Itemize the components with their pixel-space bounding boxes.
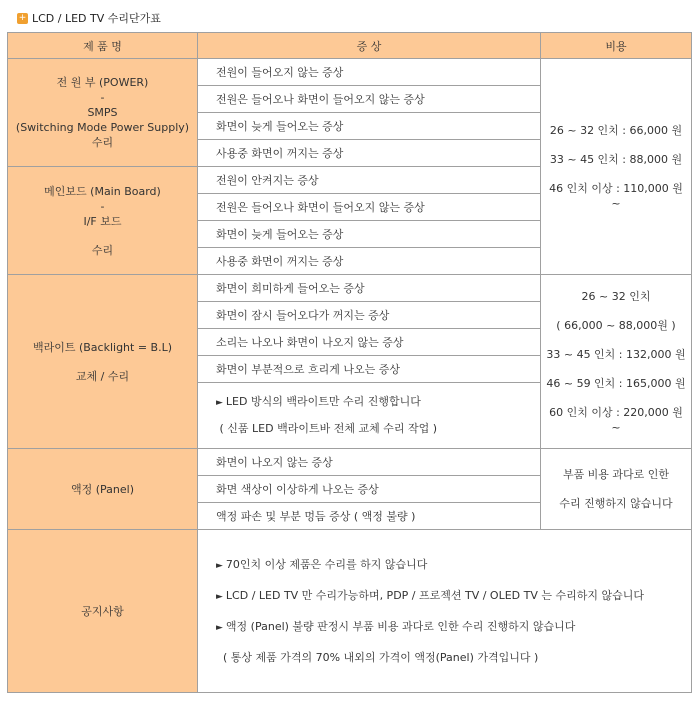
symptom-cell: 전원은 들어오나 화면이 들어오지 않는 증상 [198, 86, 541, 113]
power-name-line: - [100, 91, 105, 104]
price-table [7, 32, 692, 693]
table-row [8, 59, 692, 86]
cost-line: 33 ~ 45 인치 : 88,000 원 [549, 152, 683, 166]
symptom-cell: 소리는 나오나 화면이 나오지 않는 증상 [198, 329, 541, 356]
cost-line: ~ [611, 196, 621, 210]
symptom-cell: 사용중 화면이 꺼지는 증상 [198, 140, 541, 167]
arrow-right-icon: ► [216, 398, 223, 408]
cost-line: 부품 비용 과다로 인한 [562, 468, 670, 481]
cost-line: ( 66,000 ~ 88,000원 ) [556, 318, 676, 332]
cost-line: 46 인치 이상 : 110,000 원 [549, 181, 683, 195]
arrow-right-icon: ► [216, 623, 223, 633]
symptom-cell: 화면이 잠시 들어오다가 꺼지는 증상 [198, 302, 541, 329]
main-name-line: 메인보드 (Main Board) [44, 184, 161, 198]
backlight-name-cell [8, 275, 198, 449]
main-name-cell [8, 167, 198, 275]
notice-item: ► LCD / LED TV 만 수리가능하며, PDP / 프로젝션 TV / OLED TV 는 수리하지 않습니다 [216, 581, 691, 612]
symptom-cell: 화면이 희미하게 들어오는 증상 [198, 275, 541, 302]
main-name-line: - [100, 199, 105, 213]
power-name-line: 전 원 부 (POWER) [56, 76, 149, 89]
cost-line: ~ [611, 420, 621, 434]
cost-line: 33 ~ 45 인치 : 132,000 원 [546, 347, 686, 361]
backlight-note: ► LED 방식의 백라이트만 수리 진행합니다 [216, 389, 540, 416]
panel-name-cell: 액정 (Panel) [8, 449, 198, 530]
symptom-cell: 액정 파손 및 부분 멍듬 증상 ( 액정 불량 ) [198, 503, 541, 530]
symptom-cell: 화면이 부분적으로 흐리게 나오는 증상 [198, 356, 541, 383]
page-title [17, 10, 161, 26]
notice-content-cell [198, 530, 692, 693]
cost-line: 60 인치 이상 : 220,000 원 [549, 405, 683, 419]
power-name-line: 수리 [91, 136, 114, 149]
cost-line: 26 ~ 32 인치 [581, 289, 651, 303]
notice-footnote: ( 통상 제품 가격의 70% 내외의 가격이 액정(Panel) 가격입니다 ) [223, 651, 539, 664]
main-name-line: I/F 보드 [83, 214, 122, 228]
panel-cost-cell [541, 449, 692, 530]
power-main-cost-cell [541, 59, 692, 275]
symptom-cell: 전원은 들어오나 화면이 들어오지 않는 증상 [198, 194, 541, 221]
backlight-note-cell [198, 383, 541, 449]
cost-line: 26 ~ 32 인치 : 66,000 원 [549, 123, 683, 137]
backlight-name-line: 백라이트 (Backlight = B.L) [32, 340, 173, 354]
notice-item: ► 70인치 이상 제품은 수리를 하지 않습니다 [216, 550, 691, 581]
power-name-line: (Switching Mode Power Supply) [15, 121, 190, 134]
header-symptom: 증 상 [198, 33, 541, 59]
page-title-text: LCD / LED TV 수리단가표 [32, 12, 161, 25]
header-cost: 비용 [541, 33, 692, 59]
table-row [8, 449, 692, 476]
header-product: 제 품 명 [8, 33, 198, 59]
cost-line: 수리 진행하지 않습니다 [559, 497, 673, 510]
symptom-cell: 사용중 화면이 꺼지는 증상 [198, 248, 541, 275]
symptom-cell: 화면이 늦게 들어오는 증상 [198, 113, 541, 140]
arrow-right-icon: ► [216, 561, 223, 571]
power-name-cell [8, 59, 198, 167]
symptom-cell: 전원이 들어오지 않는 증상 [198, 59, 541, 86]
backlight-cost-cell [541, 275, 692, 449]
backlight-note2: ( 신품 LED 백라이트바 전체 교체 수리 작업 ) [219, 422, 437, 435]
main-name-line: 수리 [91, 243, 114, 257]
symptom-cell: 화면 색상이 이상하게 나오는 증상 [198, 476, 541, 503]
arrow-right-icon: ► [216, 592, 223, 602]
table-row [8, 530, 692, 693]
symptom-cell: 전원이 안켜지는 증상 [198, 167, 541, 194]
backlight-name-line: 교체 / 수리 [75, 369, 130, 383]
cost-line: 46 ~ 59 인치 : 165,000 원 [546, 376, 686, 390]
symptom-cell: 화면이 늦게 들어오는 증상 [198, 221, 541, 248]
notice-name-cell: 공지사항 [8, 530, 198, 693]
notice-item: ► 액정 (Panel) 불량 판정시 부품 비용 과다로 인한 수리 진행하지 않습니다 [216, 612, 691, 643]
symptom-cell: 화면이 나오지 않는 증상 [198, 449, 541, 476]
power-name-line: SMPS [87, 106, 118, 119]
header-row [8, 33, 692, 59]
plus-icon: + [18, 12, 27, 23]
table-row [8, 275, 692, 302]
